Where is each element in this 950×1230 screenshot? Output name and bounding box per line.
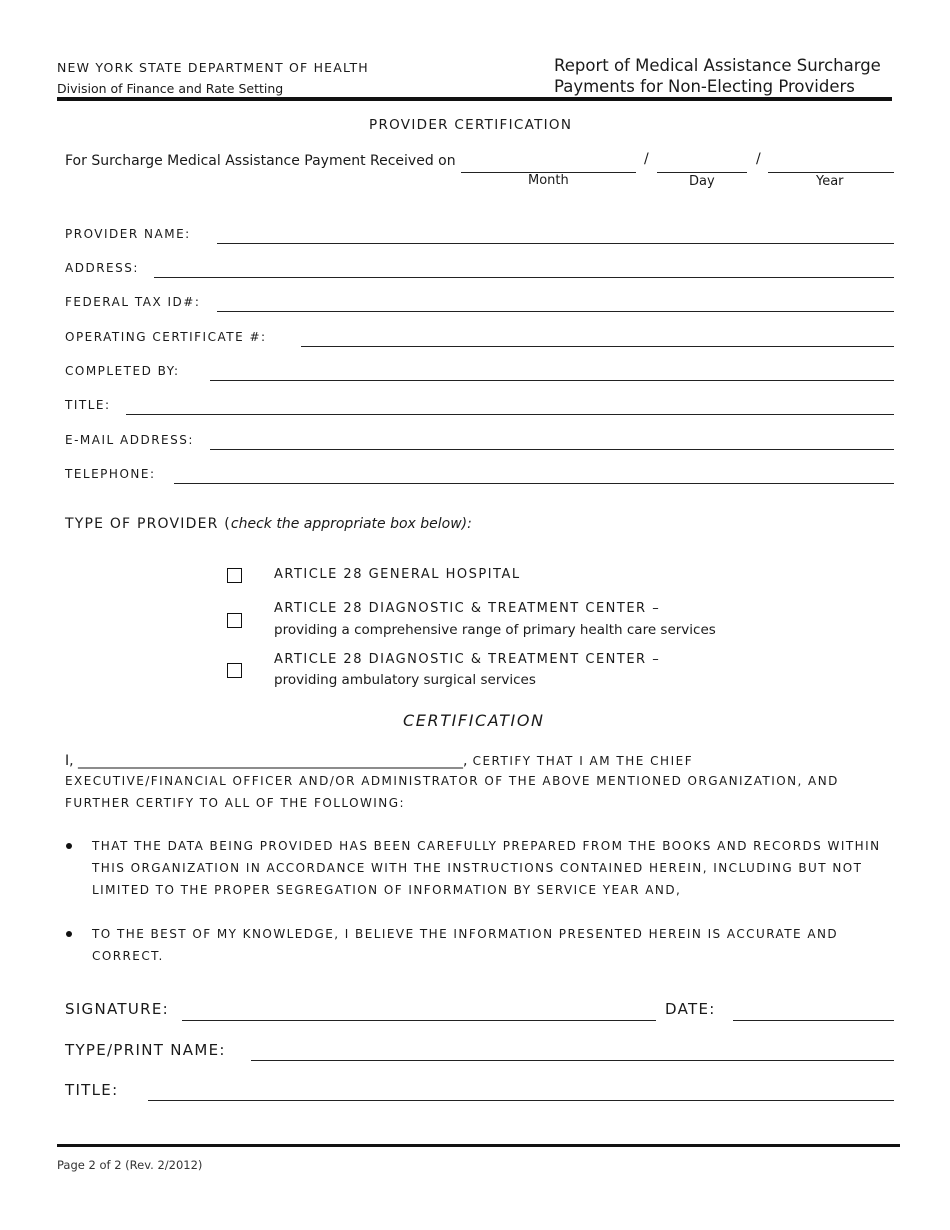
report-title-line1: Report of Medical Assistance Surcharge — [554, 56, 881, 75]
email-label: E-MAIL ADDRESS: — [65, 433, 194, 447]
bullet-1 — [66, 843, 72, 849]
day-label: Day — [689, 174, 715, 189]
header-rule — [57, 97, 892, 101]
provider-name-field[interactable] — [217, 243, 894, 244]
date-label: DATE: — [665, 1000, 716, 1018]
option-dtc-ambulatory-surgery: ARTICLE 28 DIAGNOSTIC & TREATMENT CENTER – — [274, 652, 661, 667]
address-field[interactable] — [154, 277, 894, 278]
provider-name-label: PROVIDER NAME: — [65, 227, 191, 241]
division-name: Division of Finance and Rate Setting — [57, 81, 284, 96]
signer-title-field[interactable] — [148, 1100, 894, 1101]
email-field[interactable] — [210, 449, 894, 450]
report-title-line2: Payments for Non-Electing Providers — [554, 77, 855, 96]
certifier-name-blank[interactable]: I, _______________________________________________________, — [65, 753, 468, 769]
signer-title-label: TITLE: — [65, 1081, 119, 1099]
checkbox-dtc-primary-care[interactable] — [227, 613, 242, 628]
date-separator: / — [644, 151, 649, 167]
provider-type-instruction: check the appropriate box below): — [230, 516, 472, 532]
option-dtc-primary-care: ARTICLE 28 DIAGNOSTIC & TREATMENT CENTER – — [274, 601, 661, 616]
title-label: TITLE: — [65, 398, 111, 412]
payment-received-label: For Surcharge Medical Assistance Payment Received on — [65, 153, 456, 169]
month-label: Month — [528, 173, 569, 188]
certification-heading: CERTIFICATION — [403, 711, 545, 730]
certify-line-1 — [65, 750, 693, 769]
operating-certificate-field[interactable] — [301, 346, 894, 347]
bullet-1-line-2: THIS ORGANIZATION IN ACCORDANCE WITH THE INSTRUCTIONS CONTAINED HEREIN, INCLUDING BUT NOT — [92, 861, 863, 875]
year-field[interactable] — [768, 172, 894, 173]
provider-type-heading — [65, 516, 472, 532]
bullet-2 — [66, 931, 72, 937]
title-field[interactable] — [126, 414, 894, 415]
signature-label: SIGNATURE: — [65, 1000, 169, 1018]
federal-tax-id-label: FEDERAL TAX ID#: — [65, 295, 201, 309]
bullet-1-line-3: LIMITED TO THE PROPER SEGREGATION OF INFORMATION BY SERVICE YEAR AND, — [92, 883, 682, 897]
certify-statement: CERTIFY THAT I AM THE CHIEF — [472, 754, 694, 768]
print-name-field[interactable] — [251, 1060, 894, 1061]
completed-by-label: COMPLETED BY: — [65, 364, 180, 378]
option-dtc-ambulatory-surgery-sub: providing ambulatory surgical services — [274, 672, 536, 688]
footer-rule — [57, 1144, 900, 1147]
day-field[interactable] — [657, 172, 747, 173]
department-name: NEW YORK STATE DEPARTMENT OF HEALTH — [57, 60, 369, 75]
telephone-label: TELEPHONE: — [65, 467, 156, 481]
provider-type-label: TYPE OF PROVIDER ( — [65, 516, 231, 532]
certify-line-2: EXECUTIVE/FINANCIAL OFFICER AND/OR ADMINISTRATOR OF THE ABOVE MENTIONED ORGANIZATION, AND — [65, 774, 839, 788]
option-general-hospital: ARTICLE 28 GENERAL HOSPITAL — [274, 567, 521, 582]
address-label: ADDRESS: — [65, 261, 139, 275]
bullet-1-line-1: THAT THE DATA BEING PROVIDED HAS BEEN CAREFULLY PREPARED FROM THE BOOKS AND RECORDS WITHIN — [92, 839, 881, 853]
signature-field[interactable] — [182, 1020, 656, 1021]
operating-certificate-label: OPERATING CERTIFICATE #: — [65, 330, 267, 344]
section-title: PROVIDER CERTIFICATION — [369, 117, 573, 133]
telephone-field[interactable] — [174, 483, 894, 484]
year-label: Year — [816, 174, 844, 189]
bullet-2-line-2: CORRECT. — [92, 949, 164, 963]
bullet-2-line-1: TO THE BEST OF MY KNOWLEDGE, I BELIEVE THE INFORMATION PRESENTED HEREIN IS ACCURATE AND — [92, 927, 839, 941]
completed-by-field[interactable] — [210, 380, 894, 381]
federal-tax-id-field[interactable] — [217, 311, 894, 312]
certify-line-3: FURTHER CERTIFY TO ALL OF THE FOLLOWING: — [65, 796, 405, 810]
date-field[interactable] — [733, 1020, 894, 1021]
print-name-label: TYPE/PRINT NAME: — [65, 1041, 226, 1059]
date-separator: / — [756, 151, 761, 167]
checkbox-general-hospital[interactable] — [227, 568, 242, 583]
page-number: Page 2 of 2 (Rev. 2/2012) — [57, 1158, 203, 1172]
option-dtc-primary-care-sub: providing a comprehensive range of primary health care services — [274, 622, 716, 638]
checkbox-dtc-ambulatory-surgery[interactable] — [227, 663, 242, 678]
